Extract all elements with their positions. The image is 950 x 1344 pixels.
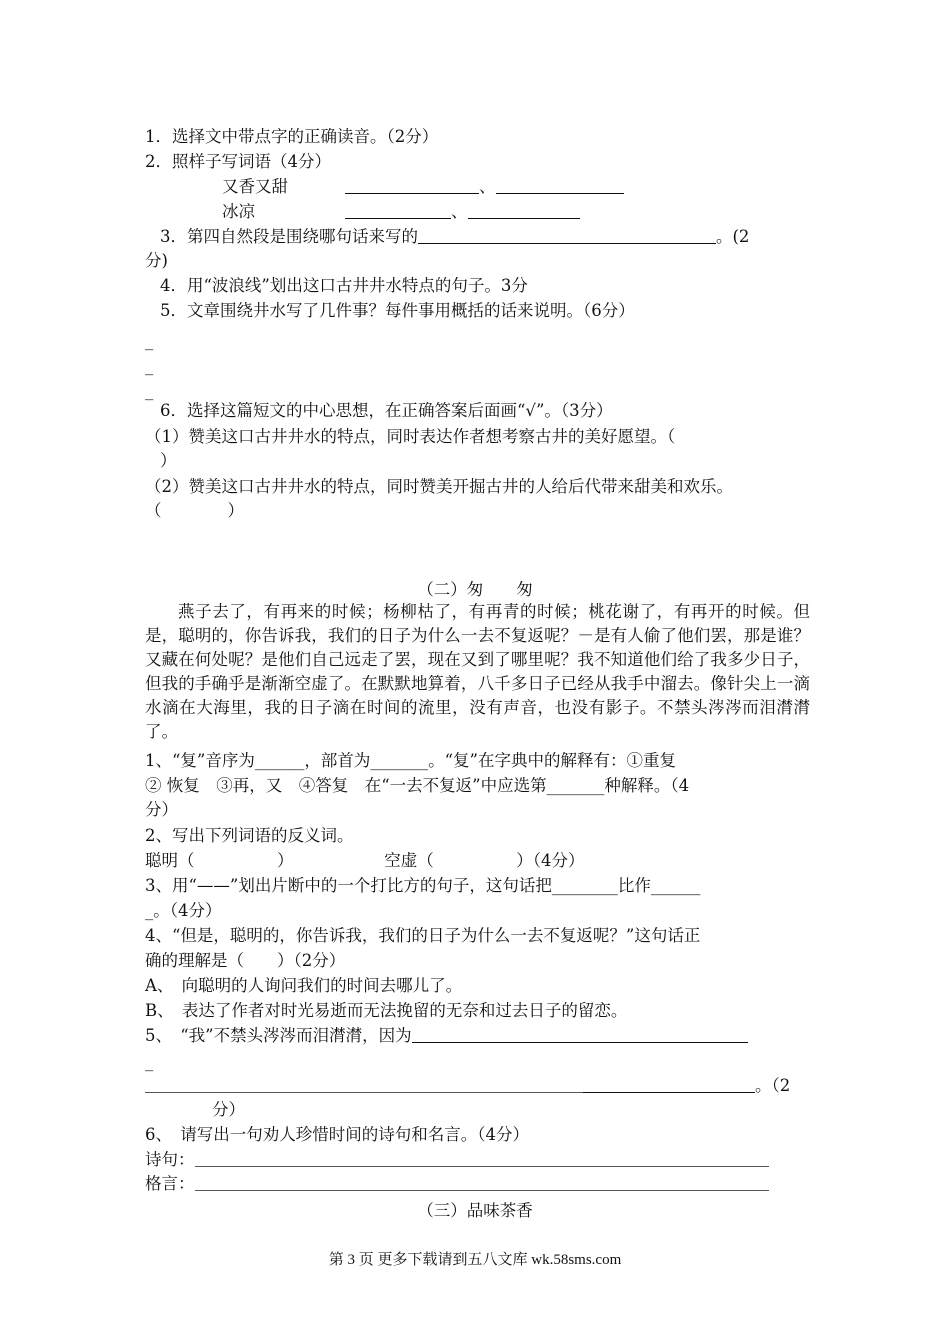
s1-q2-answer-row-2 xyxy=(345,201,580,223)
s1-q3-continued: 分) xyxy=(145,251,168,270)
answer-blank[interactable] xyxy=(496,177,624,194)
q5-text: 5、 “我”不禁头涔涔而泪潸潸，因为 xyxy=(145,1026,412,1045)
s1-question-3 xyxy=(160,226,749,248)
s1-q6-option-2: （2）赞美这口古井井水的特点，同时赞美开掘古井的人给后代带来甜美和欢乐。 xyxy=(145,477,733,496)
s1-q2-word-2: 冰凉 xyxy=(222,202,255,221)
q3-text: 3．第四自然段是围绕哪句话来写的 xyxy=(160,227,418,246)
answer-blank[interactable] xyxy=(468,202,580,219)
s2-q1-line-3: 分） xyxy=(145,800,178,819)
answer-blank[interactable] xyxy=(412,1026,748,1043)
s1-q6-option-1: （1）赞美这口古井井水的特点，同时表达作者想考察古井的美好愿望。（ xyxy=(145,427,676,446)
s1-question-2: 2．照样子写词语（4分） xyxy=(145,152,331,171)
poem-label: 诗句： xyxy=(145,1150,195,1169)
page-footer: 第 3 页 更多下载请到五八文库 wk.58sms.com xyxy=(328,1252,622,1268)
s2-q6-motto xyxy=(145,1173,769,1195)
s2-q3-line-2: _。（4分） xyxy=(145,901,222,920)
s2-q4-line-1: 4、“但是，聪明的，你告诉我，我们的日子为什么一去不复返呢？”这句话正 xyxy=(145,926,701,945)
q3-tail: 。(2 xyxy=(716,227,750,246)
s1-q2-word-1: 又香又甜 xyxy=(222,177,288,196)
s2-question-6: 6、 请写出一句劝人珍惜时间的诗句和名言。（4分） xyxy=(145,1125,529,1144)
s2-q4-line-2: 确的理解是（ ）（2分） xyxy=(145,951,346,970)
s1-q2-answer-row-1 xyxy=(345,176,624,198)
motto-label: 格言： xyxy=(145,1174,195,1193)
s1-question-1: 1．选择文中带点字的正确读音。（2分） xyxy=(145,127,439,146)
s2-q2-words: 聪明（ ） 空虚（ ）（4分） xyxy=(145,851,585,870)
answer-blank[interactable] xyxy=(345,202,451,219)
separator: 、 xyxy=(479,177,496,196)
s1-question-5: 5．文章围绕井水写了几件事？每件事用概括的话来说明。（6分） xyxy=(160,301,635,320)
s2-q5-answer-row xyxy=(145,1075,790,1097)
s3-title: （三）品味茶香 xyxy=(417,1201,533,1220)
q5-tail: 。（2 xyxy=(755,1076,791,1095)
s2-q3-line-1: 3、用“——”划出片断中的一个打比方的句子，这句话把________比作______ xyxy=(145,876,701,895)
s1-question-6: 6．选择这篇短文的中心思想，在正确答案后面画“√”。（3分） xyxy=(160,401,613,420)
s2-q4-option-b: B、 表达了作者对时光易逝而无法挽留的无奈和过去日子的留恋。 xyxy=(145,1001,628,1020)
s1-q5-answer-line-2[interactable]: _ xyxy=(145,356,154,375)
s2-q5-continued: 分） xyxy=(212,1100,245,1119)
motto-answer-blank[interactable] xyxy=(195,1174,769,1191)
s2-q5-dash[interactable]: _ xyxy=(145,1052,154,1071)
s2-q6-poem xyxy=(145,1149,769,1171)
s2-title: （二）匆 匆 xyxy=(417,580,533,599)
s2-q1-line-1: 1、“复”音序为______，部首为_______。“复”在字典中的解释有：①重复 xyxy=(145,751,676,770)
s1-q6-option-1-close[interactable]: ） xyxy=(160,451,177,470)
s2-question-2: 2、写出下列词语的反义词。 xyxy=(145,826,354,845)
s1-q5-answer-line-3[interactable]: _ xyxy=(145,381,154,400)
separator: 、 xyxy=(451,202,468,221)
s2-q1-line-2: ② 恢复 ③再，又 ④答复 在“一去不复返”中应选第_______种解释。（4 xyxy=(145,776,690,795)
s2-question-5 xyxy=(145,1025,748,1047)
answer-blank[interactable] xyxy=(145,1076,583,1093)
answer-blank[interactable] xyxy=(418,227,716,244)
answer-blank[interactable] xyxy=(583,1076,755,1093)
s2-passage: 燕子去了，有再来的时候；杨柳枯了，有再青的时候；桃花谢了，有再开的时候。但是，聪明的，你告诉我，我们的日子为什么一去不复返呢？－是有人偷了他们罢，那是谁？又藏在何处呢？是他们自己远走了罢，现在又到了哪里呢？我不知道他们给了我多少日子，但我的手确乎是渐渐空虚了。在默默地算着，八千多日子已经从我手中溜去。像针尖上一滴水滴在大海里，我的日子滴在时间的流里，没有声音，也没有影子。不禁头涔涔而泪潸潸了。 xyxy=(145,602,810,741)
s2-q4-option-a: A、 向聪明的人询问我们的时间去哪儿了。 xyxy=(145,976,463,995)
s1-q5-answer-line-1[interactable]: _ xyxy=(145,331,154,350)
s1-question-4: 4．用“波浪线”划出这口古井井水特点的句子。3分 xyxy=(160,276,528,295)
s1-q6-option-2-paren[interactable]: （ ） xyxy=(145,501,244,520)
answer-blank[interactable] xyxy=(345,177,479,194)
poem-answer-blank[interactable] xyxy=(195,1150,769,1167)
